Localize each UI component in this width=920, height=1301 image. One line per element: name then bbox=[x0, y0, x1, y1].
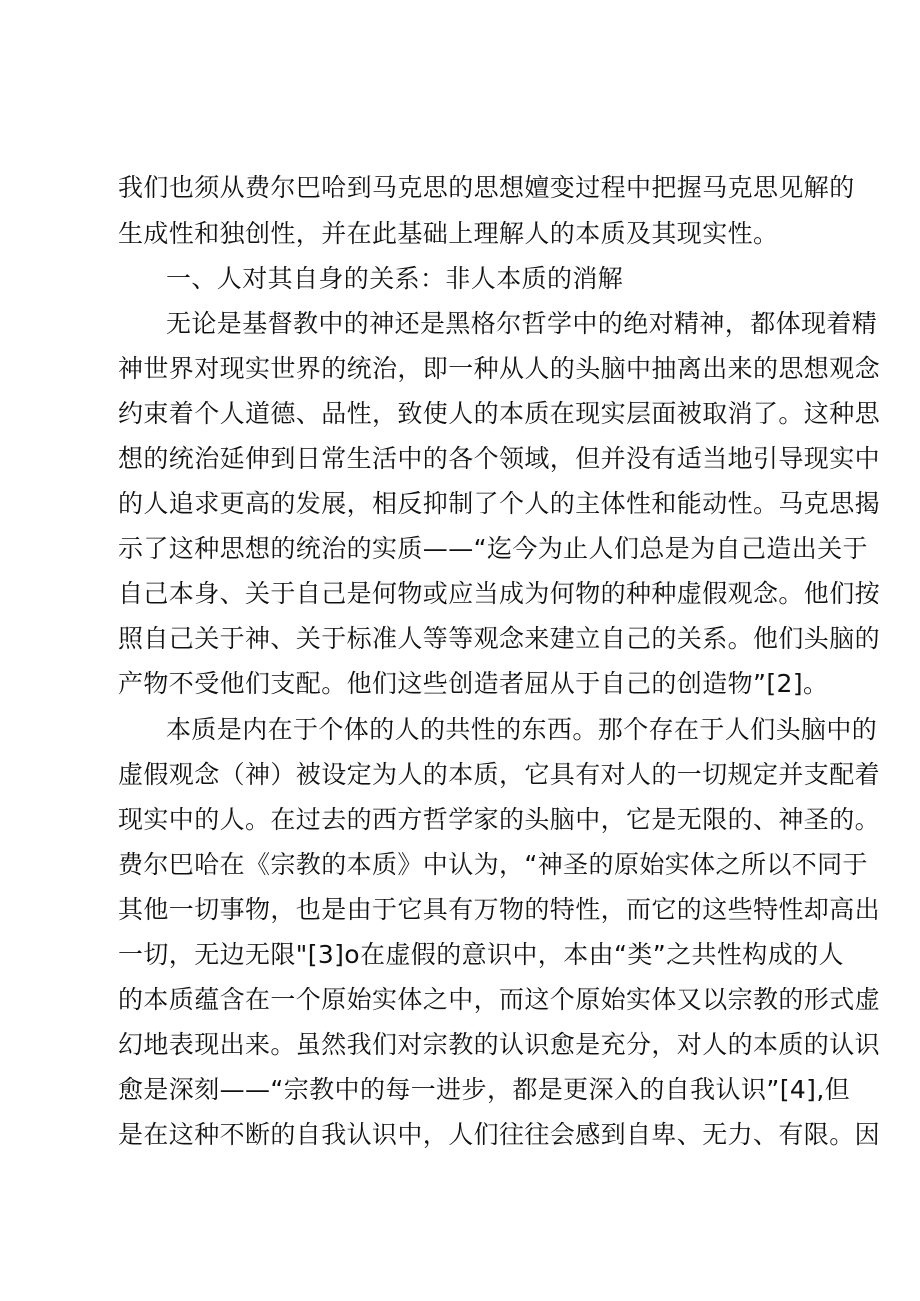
text-line: 无论是基督教中的神还是黑格尔哲学中的绝对精神，都体现着精 bbox=[166, 309, 878, 338]
text-line: 自己本身、关于自己是何物或应当成为何物的种种虚假观念。他们按 bbox=[118, 579, 881, 608]
section-heading: 一、人对其自身的关系：非人本质的消解 bbox=[166, 264, 624, 293]
text-line: 想的统治延伸到日常生活中的各个领域，但并没有适当地引导现实中 bbox=[118, 444, 881, 473]
text-line: 我们也须从费尔巴哈到马克思的思想嬗变过程中把握马克思见解的 bbox=[118, 173, 855, 202]
text-line: 的人追求更高的发展，相反抑制了个人的主体性和能动性。马克思揭 bbox=[118, 489, 881, 518]
text-line: 照自己关于神、关于标准人等等观念来建立自己的关系。他们头脑的 bbox=[118, 624, 881, 653]
text-line: 约束着个人道德、品性，致使人的本质在现实层面被取消了。这种思 bbox=[118, 399, 881, 428]
text-line: 是在这种不断的自我认识中，人们往往会感到自卑、无力、有限。因 bbox=[118, 1120, 881, 1149]
text-line: 的本质蕴含在一个原始实体之中，而这个原始实体又以宗教的形式虚 bbox=[118, 985, 881, 1014]
text-line: 示了这种思想的统治的实质——“迄今为止人们总是为自己造出关于 bbox=[118, 534, 868, 563]
text-line: 虚假观念（神）被设定为人的本质，它具有对人的一切规定并支配着 bbox=[118, 760, 881, 789]
text-line: 幻地表现出来。虽然我们对宗教的认识愈是充分，对人的本质的认识 bbox=[118, 1030, 881, 1059]
text-line: 神世界对现实世界的统治，即一种从人的头脑中抽离出来的思想观念 bbox=[118, 354, 881, 383]
text-line: 费尔巴哈在《宗教的本质》中认为，“神圣的原始实体之所以不同于 bbox=[118, 850, 868, 879]
text-line: 本质是内在于个体的人的共性的东西。那个存在于人们头脑中的 bbox=[166, 715, 878, 744]
text-line: 其他一切事物，也是由于它具有万物的特性，而它的这些特性却高出 bbox=[118, 895, 881, 924]
text-line: 一切，无边无限"[3]o在虚假的意识中，本由“类”之共性构成的人 bbox=[118, 940, 844, 969]
text-line: 现实中的人。在过去的西方哲学家的头脑中，它是无限的、神圣的。 bbox=[118, 805, 881, 834]
text-line: 产物不受他们支配。他们这些创造者屈从于自己的创造物”[2]。 bbox=[118, 669, 829, 698]
text-line: 生成性和独创性，并在此基础上理解人的本质及其现实性。 bbox=[118, 219, 779, 248]
text-line: 愈是深刻——“宗教中的每一进步，都是更深入的自我认识”[4],但 bbox=[118, 1075, 851, 1104]
